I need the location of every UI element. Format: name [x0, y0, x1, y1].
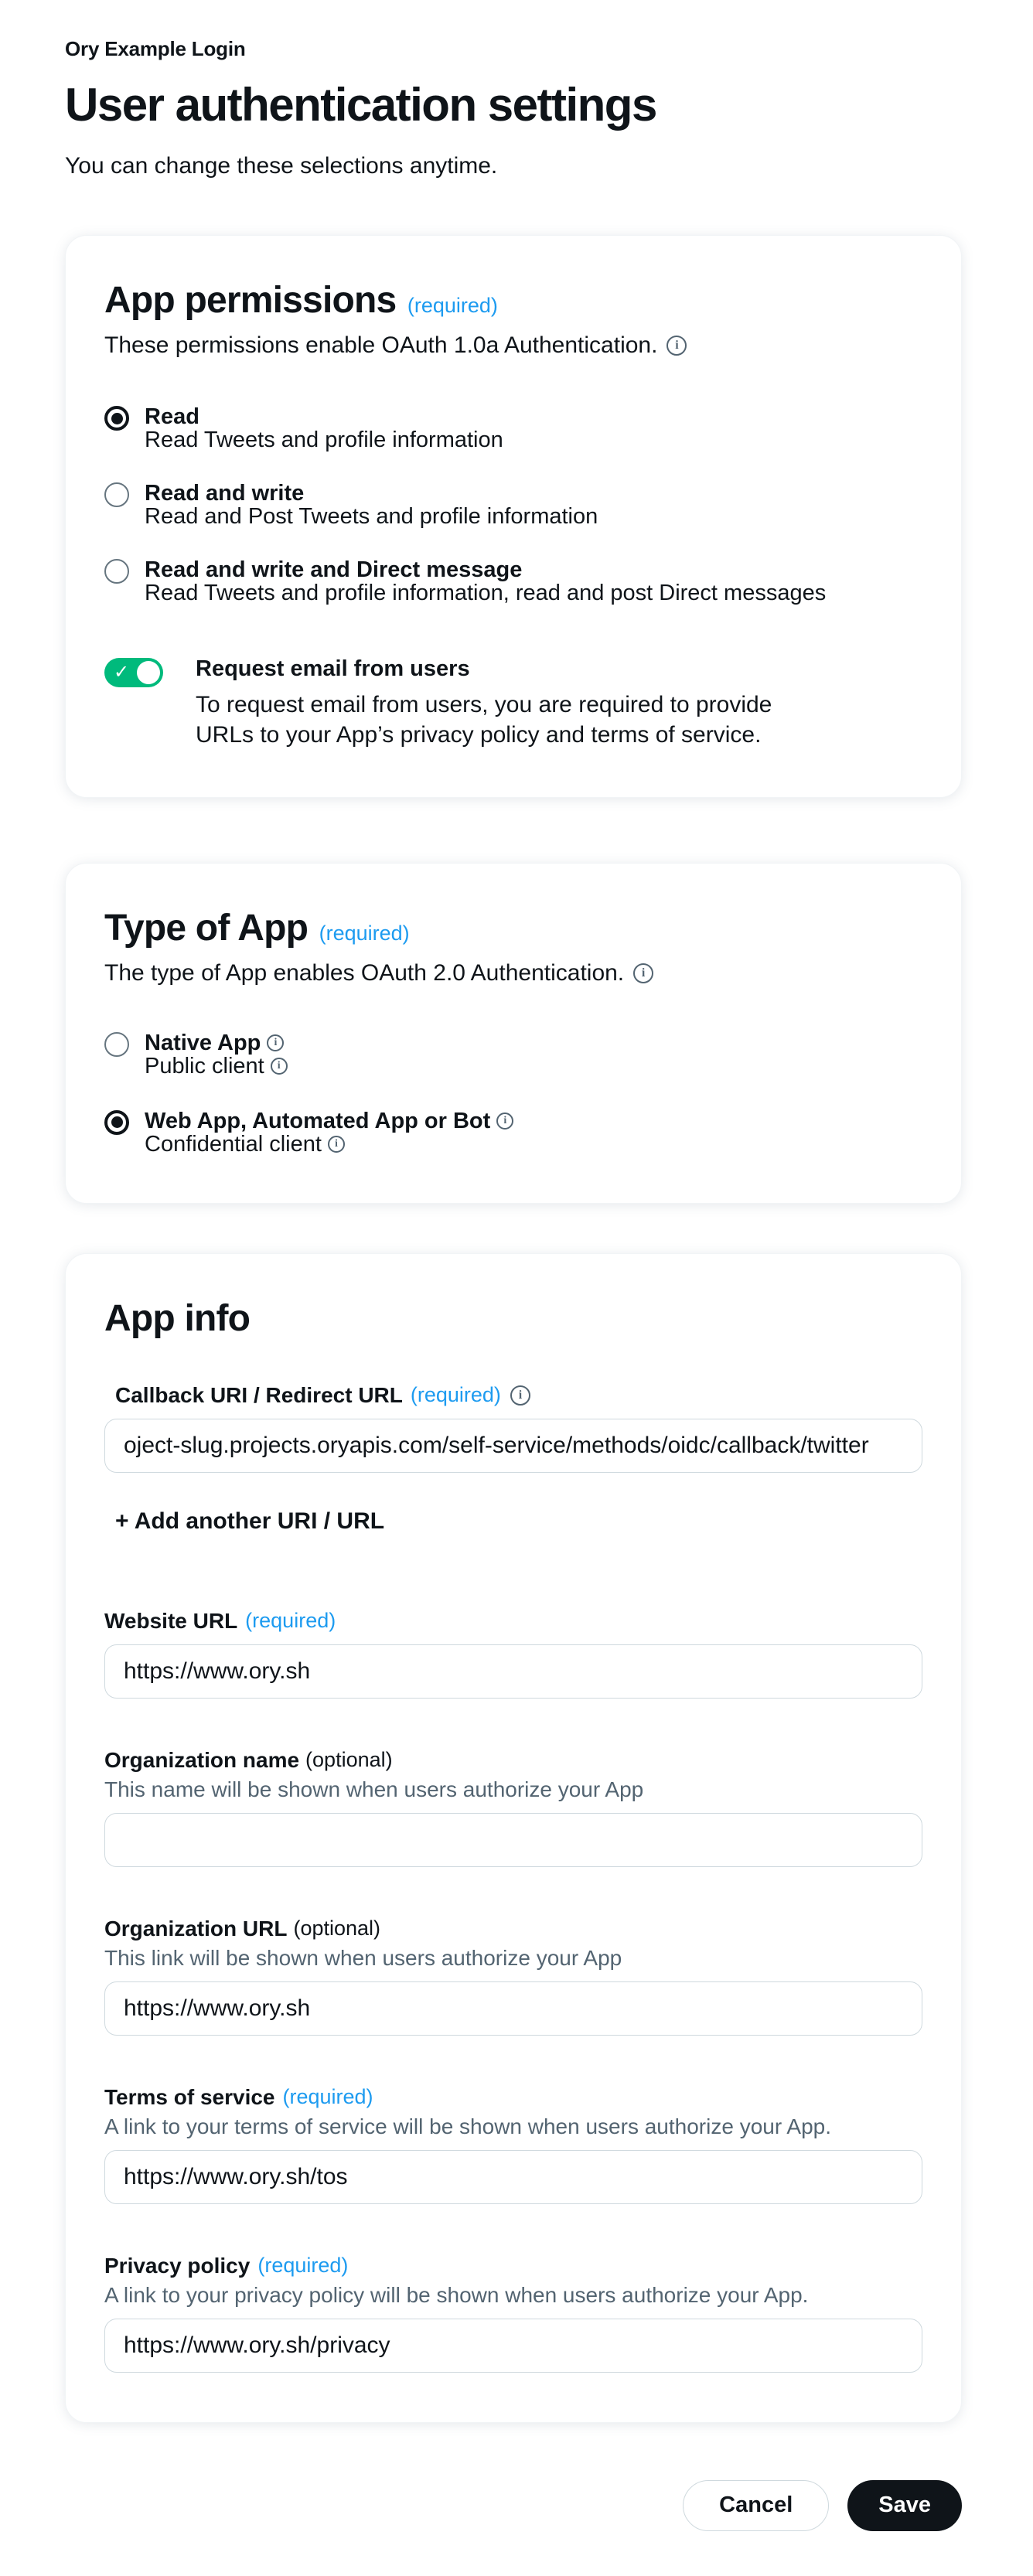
- radio-label: Read: [145, 404, 199, 429]
- request-email-description: To request email from users, you are required to provide URLs to your App’s privacy policy and terms of service.: [196, 691, 772, 748]
- radio-button-selected[interactable]: [104, 1110, 129, 1135]
- info-icon[interactable]: [267, 1034, 284, 1051]
- privacy-policy-block: [104, 2254, 922, 2373]
- organization-url-helper: This link will be shown when users authorize your App: [104, 1945, 622, 1970]
- organization-url-label-text: Organization URL: [104, 1916, 288, 1941]
- callback-url-block: [104, 1383, 922, 1473]
- app-name: Ory Example Login: [65, 37, 246, 60]
- terms-of-service-block: [104, 2085, 922, 2204]
- app-type-option-native[interactable]: [104, 1031, 922, 1078]
- request-email-toggle-on[interactable]: [104, 658, 163, 687]
- radio-button[interactable]: [104, 1032, 129, 1057]
- radio-label: [145, 1031, 288, 1055]
- required-tag: (required): [282, 2085, 373, 2109]
- radio-description-text: Confidential client: [145, 1132, 322, 1157]
- radio-description: Read Tweets and profile information: [145, 428, 503, 453]
- website-url-input[interactable]: [104, 1644, 922, 1699]
- callback-url-label: [115, 1383, 922, 1408]
- website-url-block: [104, 1609, 922, 1699]
- app-permissions-title: App permissions: [104, 280, 397, 321]
- info-icon[interactable]: [667, 336, 687, 356]
- callback-url-label-text: Callback URI / Redirect URL: [115, 1382, 403, 1407]
- required-tag: (required): [410, 1383, 501, 1407]
- radio-description: [145, 1133, 513, 1156]
- radio-description-text: Public client: [145, 1054, 264, 1079]
- request-email-row: [104, 656, 922, 751]
- check-icon: ✓: [114, 661, 130, 683]
- radio-description: Read and Post Tweets and profile information: [145, 504, 598, 530]
- callback-url-input[interactable]: [104, 1419, 922, 1473]
- organization-name-input[interactable]: [104, 1813, 922, 1867]
- permission-option-read-write[interactable]: [104, 482, 922, 529]
- organization-url-input[interactable]: [104, 1981, 922, 2036]
- privacy-policy-label-text: Privacy policy: [104, 2253, 251, 2278]
- permission-option-read[interactable]: [104, 405, 922, 452]
- type-of-app-card: [65, 863, 962, 1204]
- save-button[interactable]: Save: [847, 2480, 962, 2531]
- info-icon[interactable]: [633, 963, 653, 983]
- app-permissions-subtitle: [104, 332, 922, 359]
- toggle-knob: [137, 661, 160, 684]
- optional-tag: (optional): [293, 1917, 381, 1941]
- type-of-app-subtitle-text: The type of App enables OAuth 2.0 Authentication.: [104, 959, 625, 986]
- optional-tag: (optional): [305, 1748, 393, 1772]
- type-of-app-subtitle: [104, 960, 922, 986]
- radio-button[interactable]: [104, 482, 129, 507]
- organization-url-label: [104, 1917, 922, 1941]
- page-subtitle: You can change these selections anytime.: [65, 153, 498, 179]
- info-icon[interactable]: [328, 1136, 345, 1153]
- app-info-title: App info: [104, 1297, 251, 1339]
- website-url-label: [104, 1609, 922, 1634]
- organization-name-label-text: Organization name: [104, 1747, 300, 1772]
- type-of-app-required-tag: (required): [319, 921, 410, 945]
- cancel-button[interactable]: Cancel: [683, 2480, 829, 2531]
- add-url-button[interactable]: + Add another URI / URL: [115, 1508, 385, 1534]
- radio-label: Read and write and Direct message: [145, 557, 523, 582]
- app-type-option-web[interactable]: [104, 1109, 922, 1157]
- terms-of-service-helper: A link to your terms of service will be shown when users authorize your App.: [104, 2114, 831, 2138]
- organization-name-block: [104, 1748, 922, 1867]
- permission-option-read-write-dm[interactable]: [104, 558, 922, 605]
- organization-name-helper: This name will be shown when users authorize your App: [104, 1777, 644, 1801]
- app-permissions-options: [104, 405, 922, 605]
- radio-button-selected[interactable]: [104, 406, 129, 431]
- required-tag: (required): [257, 2254, 349, 2278]
- app-permissions-required-tag: (required): [407, 294, 498, 317]
- terms-of-service-label: [104, 2085, 922, 2110]
- terms-of-service-input[interactable]: [104, 2150, 922, 2204]
- radio-description: Read Tweets and profile information, read and post Direct messages: [145, 581, 827, 606]
- terms-of-service-label-text: Terms of service: [104, 2084, 275, 2109]
- type-of-app-heading: [104, 907, 922, 949]
- main-content: [65, 37, 962, 2531]
- info-icon[interactable]: [271, 1058, 288, 1075]
- radio-button[interactable]: [104, 559, 129, 584]
- request-email-label: Request email from users: [196, 656, 470, 681]
- website-url-label-text: Website URL: [104, 1608, 238, 1633]
- radio-label: [145, 1109, 513, 1133]
- privacy-policy-helper: A link to your privacy policy will be shown when users authorize your App.: [104, 2282, 809, 2307]
- radio-label-text: Web App, Automated App or Bot: [145, 1108, 491, 1133]
- app-permissions-card: [65, 235, 962, 798]
- radio-description: [145, 1055, 288, 1078]
- required-tag: (required): [245, 1609, 336, 1633]
- organization-url-block: [104, 1917, 922, 2036]
- radio-label: Read and write: [145, 480, 305, 506]
- app-permissions-heading: [104, 279, 922, 322]
- app-info-card: [65, 1253, 962, 2423]
- type-of-app-options: [104, 1031, 922, 1157]
- footer-actions: [65, 2480, 962, 2531]
- privacy-policy-input[interactable]: [104, 2319, 922, 2373]
- privacy-policy-label: [104, 2254, 922, 2278]
- radio-label-text: Native App: [145, 1030, 261, 1055]
- app-permissions-subtitle-text: These permissions enable OAuth 1.0a Authentication.: [104, 332, 658, 358]
- info-icon[interactable]: [496, 1113, 513, 1130]
- organization-name-label: [104, 1748, 922, 1773]
- info-icon[interactable]: [510, 1385, 530, 1406]
- page-title: User authentication settings: [65, 79, 656, 131]
- type-of-app-title: Type of App: [104, 907, 309, 949]
